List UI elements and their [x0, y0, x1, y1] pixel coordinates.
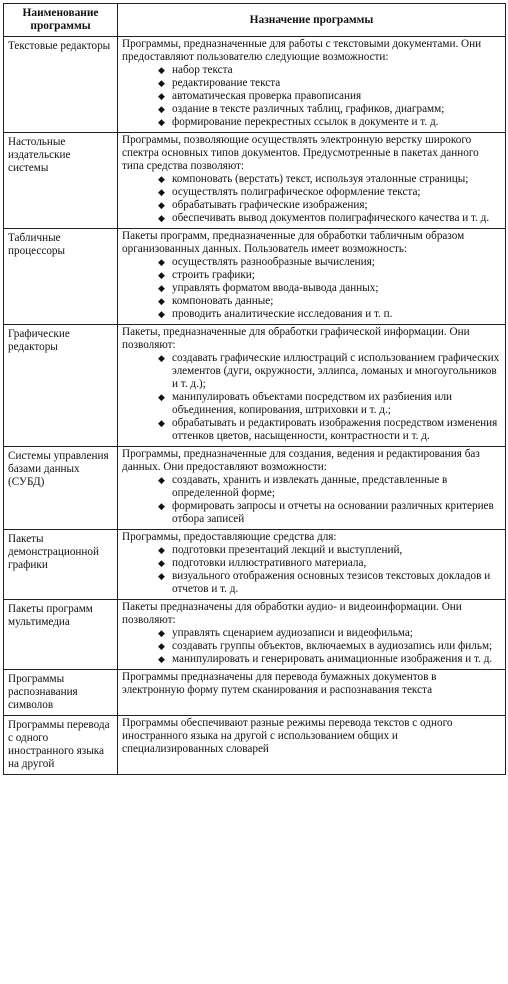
table-row	[4, 530, 506, 600]
feature-text: оздание в тексте различных таблиц, графиков, диаграмм;	[172, 103, 445, 115]
program-purpose-cell	[118, 447, 506, 530]
feature-list-item	[158, 256, 501, 269]
diamond-bullet-icon: ◆	[158, 418, 165, 428]
feature-text: подготовки иллюстративного материала,	[172, 557, 367, 569]
diamond-bullet-icon: ◆	[158, 91, 165, 101]
diamond-bullet-icon: ◆	[158, 501, 165, 511]
feature-list-item	[158, 295, 501, 308]
feature-list-item	[158, 627, 501, 640]
diamond-bullet-icon: ◆	[158, 104, 165, 114]
purpose-description: Программы предназначены для перевода бумажных документов в электронную форму путем сканирования и распознавания текста	[122, 671, 437, 696]
program-name-cell: Текстовые редакторы	[4, 37, 118, 133]
program-purpose-cell	[118, 229, 506, 325]
diamond-bullet-icon: ◆	[158, 571, 165, 581]
feature-list	[122, 256, 501, 321]
feature-text: управлять сценарием аудиозаписи и видеофильма;	[172, 627, 413, 639]
feature-text: манипулировать и генерировать анимационные изображения и т. д.	[172, 653, 493, 665]
program-purpose-cell	[118, 716, 506, 775]
program-purpose-cell	[118, 133, 506, 229]
table-row	[4, 133, 506, 229]
program-name-cell: Табличные процессоры	[4, 229, 118, 325]
feature-text: обеспечивать вывод документов полиграфического качества и т. д.	[172, 212, 490, 224]
feature-list	[122, 352, 501, 443]
purpose-description: Пакеты предназначены для обработки аудио- и видеоинформации. Они позволяют:	[122, 601, 462, 626]
program-name-cell: Пакеты программ мультимедиа	[4, 600, 118, 670]
diamond-bullet-icon: ◆	[158, 283, 165, 293]
feature-list	[122, 64, 501, 129]
table-body	[4, 37, 506, 775]
feature-list-item	[158, 500, 501, 526]
feature-text: осуществлять разнообразные вычисления;	[172, 256, 375, 268]
header-program-name: Наименование программы	[4, 4, 118, 37]
program-name-cell: Настольные издательские системы	[4, 133, 118, 229]
diamond-bullet-icon: ◆	[158, 353, 165, 363]
diamond-bullet-icon: ◆	[158, 117, 165, 127]
diamond-bullet-icon: ◆	[158, 392, 165, 402]
purpose-description: Программы обеспечивают разные режимы перевода текстов с одного иностранного языка на другой с использованием общих и специализированных словарей	[122, 717, 453, 755]
table-row	[4, 600, 506, 670]
feature-text: создавать, хранить и извлекать данные, представленные в определенной форме;	[172, 474, 448, 499]
feature-list	[122, 173, 501, 225]
purpose-description: Программы, позволяющие осуществлять электронную верстку широкого спектра основных типов документов. Предусмотренные в пакетах данного типа средства позволяют:	[122, 134, 479, 172]
program-name-cell: Программы распознавания символов	[4, 670, 118, 716]
program-purpose-cell	[118, 37, 506, 133]
program-purpose-cell	[118, 600, 506, 670]
table-row	[4, 325, 506, 447]
table-row	[4, 447, 506, 530]
diamond-bullet-icon: ◆	[158, 654, 165, 664]
feature-list-item	[158, 474, 501, 500]
feature-text: обрабатывать графические изображения;	[172, 199, 368, 211]
feature-list-item	[158, 352, 501, 391]
feature-list-item	[158, 269, 501, 282]
feature-list-item	[158, 653, 501, 666]
feature-list-item	[158, 391, 501, 417]
program-name-cell: Пакеты демонстрационной графики	[4, 530, 118, 600]
feature-text: формирование перекрестных ссылок в документе и т. д.	[172, 116, 439, 128]
feature-text: создавать группы объектов, включаемых в аудиозапись или фильм;	[172, 640, 493, 652]
diamond-bullet-icon: ◆	[158, 257, 165, 267]
diamond-bullet-icon: ◆	[158, 187, 165, 197]
purpose-description: Пакеты, предназначенные для обработки графической информации. Они позволяют:	[122, 326, 470, 351]
feature-text: обрабатывать и редактировать изображения посредством изменения оттенков цветов, насыщенности, контрастности и т. д.	[172, 417, 498, 442]
program-purpose-cell	[118, 325, 506, 447]
feature-text: редактирование текста	[172, 77, 281, 89]
feature-text: визуального отображения основных тезисов текстовых докладов и отчетов и т. д.	[172, 570, 491, 595]
feature-list-item	[158, 417, 501, 443]
program-name-cell: Программы перевода с одного иностранного языка на другой	[4, 716, 118, 775]
feature-list	[122, 627, 501, 666]
program-name-cell: Графические редакторы	[4, 325, 118, 447]
feature-list-item	[158, 186, 501, 199]
feature-text: автоматическая проверка правописания	[172, 90, 362, 102]
diamond-bullet-icon: ◆	[158, 174, 165, 184]
diamond-bullet-icon: ◆	[158, 475, 165, 485]
diamond-bullet-icon: ◆	[158, 78, 165, 88]
diamond-bullet-icon: ◆	[158, 213, 165, 223]
feature-list	[122, 474, 501, 526]
table-row	[4, 37, 506, 133]
program-purpose-cell	[118, 530, 506, 600]
purpose-description: Программы, предназначенные для работы с текстовыми документами. Они предоставляют пользователю следующие возможности:	[122, 38, 482, 63]
feature-list-item	[158, 103, 501, 116]
diamond-bullet-icon: ◆	[158, 309, 165, 319]
feature-text: строить графики;	[172, 269, 255, 281]
feature-text: проводить аналитические исследования и т. п.	[172, 308, 393, 320]
diamond-bullet-icon: ◆	[158, 270, 165, 280]
diamond-bullet-icon: ◆	[158, 65, 165, 75]
table-header	[4, 4, 506, 37]
purpose-description: Программы, предназначенные для создания, ведения и редактирования баз данных. Они предоставляют возможности:	[122, 448, 480, 473]
feature-text: формировать запросы и отчеты на основании различных критериев отбора записей	[172, 500, 494, 525]
diamond-bullet-icon: ◆	[158, 200, 165, 210]
feature-list-item	[158, 199, 501, 212]
purpose-description: Пакеты программ, предназначенные для обработки табличным образом организованных данных. Пользователь имеет возможность:	[122, 230, 465, 255]
diamond-bullet-icon: ◆	[158, 296, 165, 306]
feature-text: управлять форматом ввода-вывода данных;	[172, 282, 379, 294]
feature-text: осуществлять полиграфическое оформление текста;	[172, 186, 421, 198]
table-row	[4, 229, 506, 325]
feature-text: создавать графические иллюстраций с использованием графических элементов (дуги, окружности, эллипса, ломаных и многоугольников и т. д.);	[172, 352, 500, 390]
purpose-description: Программы, предоставляющие средства для:	[122, 531, 337, 543]
feature-text: подготовки презентаций лекций и выступлений,	[172, 544, 403, 556]
feature-text: компоновать данные;	[172, 295, 274, 307]
feature-list-item	[158, 570, 501, 596]
feature-list-item	[158, 544, 501, 557]
program-purpose-cell	[118, 670, 506, 716]
feature-list-item	[158, 640, 501, 653]
program-name-cell: Системы управления базами данных (СУБД)	[4, 447, 118, 530]
feature-list-item	[158, 77, 501, 90]
table-row	[4, 670, 506, 716]
diamond-bullet-icon: ◆	[158, 558, 165, 568]
feature-list-item	[158, 212, 501, 225]
diamond-bullet-icon: ◆	[158, 545, 165, 555]
table-row	[4, 716, 506, 775]
feature-list-item	[158, 90, 501, 103]
feature-list-item	[158, 64, 501, 77]
header-program-purpose: Назначение программы	[118, 4, 506, 37]
diamond-bullet-icon: ◆	[158, 628, 165, 638]
software-types-table	[3, 3, 506, 775]
feature-list-item	[158, 116, 501, 129]
feature-text: манипулировать объектами посредством их разбиения или объединения, копирования, штриховки и т. д.;	[172, 391, 453, 416]
feature-list-item	[158, 282, 501, 295]
feature-text: набор текста	[172, 64, 233, 76]
feature-list-item	[158, 173, 501, 186]
feature-list	[122, 544, 501, 596]
header-row	[4, 4, 506, 37]
feature-list-item	[158, 308, 501, 321]
diamond-bullet-icon: ◆	[158, 641, 165, 651]
feature-list-item	[158, 557, 501, 570]
feature-text: компоновать (верстать) текст, используя эталонные страницы;	[172, 173, 469, 185]
